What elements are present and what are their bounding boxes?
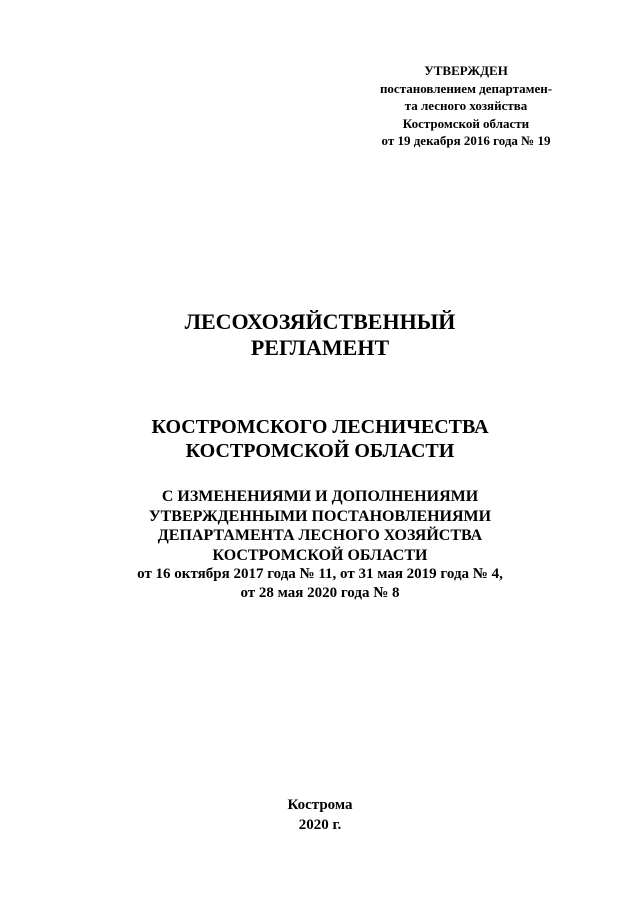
amendments-dates-line: от 16 октября 2017 года № 11, от 31 мая 2019 года № 4,	[137, 566, 503, 582]
footer-year: 2020 г.	[298, 817, 342, 833]
amendments-block	[0, 487, 640, 603]
approval-line: постановлением департамен-	[379, 80, 553, 96]
amendments-dates-line: от 28 мая 2020 года № 8	[240, 585, 400, 601]
approval-stamp	[358, 62, 574, 150]
approval-line: та лесного хозяйства	[404, 98, 528, 113]
amendments-line: ДЕПАРТАМЕНТА ЛЕСНОГО ХОЗЯЙСТВА	[157, 527, 483, 544]
amendments-line: С ИЗМЕНЕНИЯМИ И ДОПОЛНЕНИЯМИ	[161, 488, 479, 505]
document-subtitle	[0, 415, 640, 463]
document-title	[0, 309, 640, 361]
document-footer	[0, 795, 640, 835]
approval-heading: УТВЕРЖДЕН	[424, 63, 508, 78]
title-line: РЕГЛАМЕНТ	[250, 335, 390, 360]
amendments-line: УТВЕРЖДЕННЫМИ ПОСТАНОВЛЕНИЯМИ	[148, 507, 492, 525]
subtitle-line: КОСТРОМСКОГО ЛЕСНИЧЕСТВА	[151, 416, 489, 438]
subtitle-line: КОСТРОМСКОЙ ОБЛАСТИ	[185, 440, 455, 462]
approval-line: Костромской области	[402, 115, 530, 131]
amendments-line: КОСТРОМСКОЙ ОБЛАСТИ	[212, 546, 428, 564]
title-line: ЛЕСОХОЗЯЙСТВЕННЫЙ	[184, 309, 456, 334]
footer-city: Кострома	[287, 797, 353, 813]
approval-date: от 19 декабря 2016 года № 19	[381, 133, 551, 148]
